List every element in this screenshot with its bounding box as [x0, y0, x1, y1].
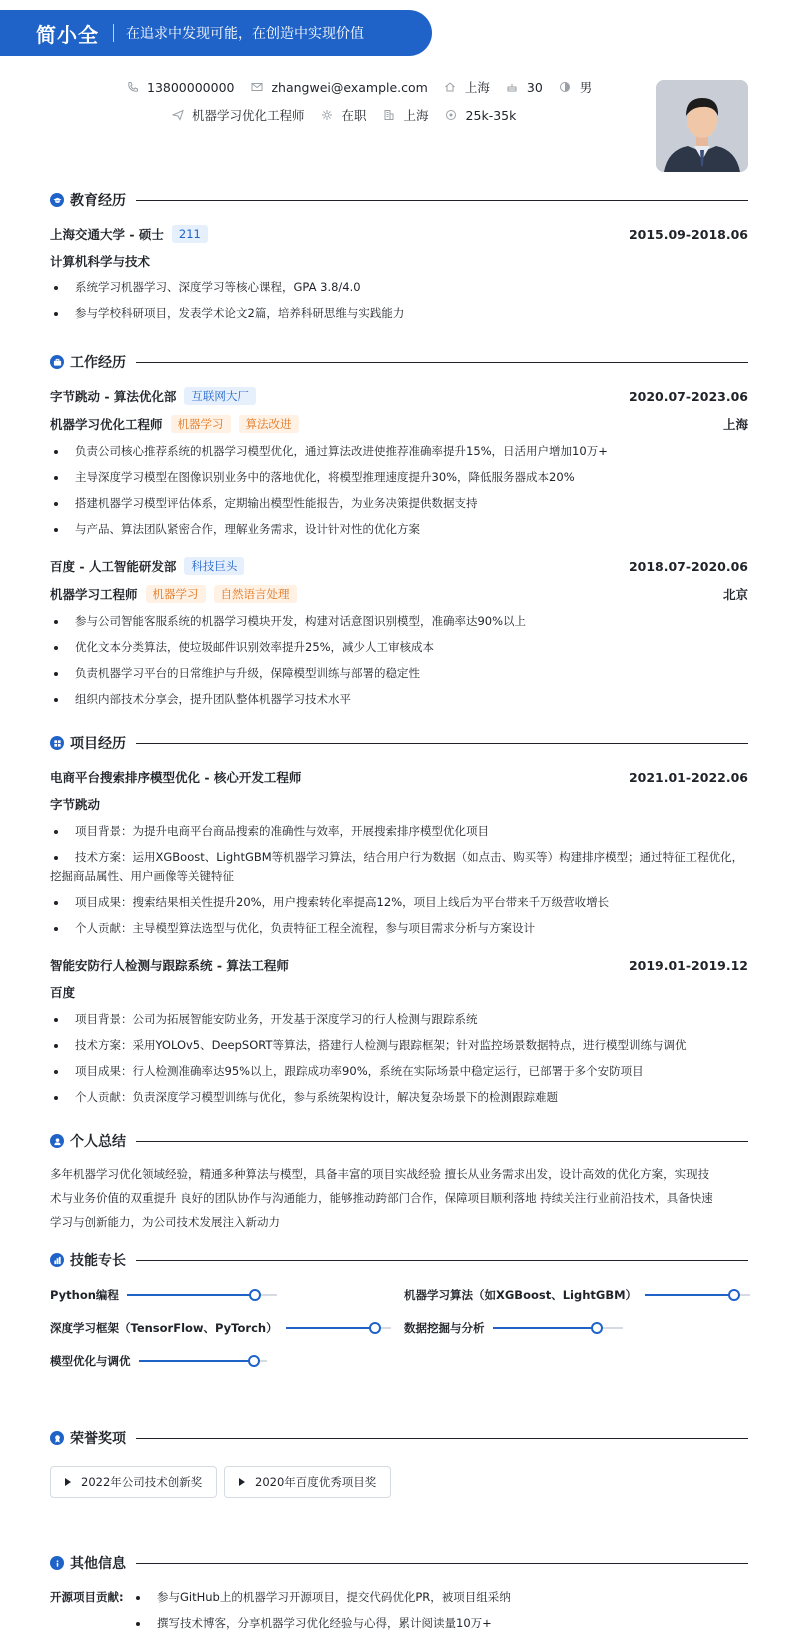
project-1-header: [50, 768, 748, 786]
award-label: 2022年公司技术创新奖: [81, 1475, 203, 1489]
skill-name: 模型优化与调优: [50, 1354, 131, 1368]
target-city-text: 上海: [403, 108, 429, 123]
email-text: zhangwei@example.com: [271, 79, 428, 95]
skill-row: [50, 1287, 277, 1303]
project-company: 字节跳动: [50, 797, 101, 812]
school-tag: 211: [172, 225, 208, 243]
graduation-cap-icon: [50, 193, 64, 207]
salary-item: [445, 108, 517, 123]
work-1-header: [50, 387, 748, 405]
project-name: 电商平台搜索排序模型优化 - 核心开发工程师: [50, 770, 302, 785]
skill-tag: 算法改进: [239, 415, 299, 433]
company-tag: 科技巨头: [184, 557, 244, 575]
list-item: 个人贡献：主导模型算法选型与优化，负责特征工程全流程，参与项目需求分析与方案设计: [50, 919, 748, 938]
salary-text: 25k-35k: [465, 107, 517, 123]
work-1-bullets: [50, 442, 748, 546]
skill-knob: [728, 1289, 740, 1301]
send-icon: [171, 109, 184, 122]
list-item: 组织内部技术分享会，提升团队整体机器学习技术水平: [50, 690, 748, 709]
section-skills: [50, 1250, 748, 1270]
work-2-bullets: [50, 612, 748, 716]
skill-knob: [591, 1322, 603, 1334]
section-title: 技能专长: [70, 1253, 126, 1269]
skill-row: [50, 1320, 391, 1336]
section-title: 荣誉奖项: [70, 1431, 126, 1447]
education-major-row: [50, 252, 748, 270]
skill-bar: [127, 1294, 277, 1296]
contact-row-2: [171, 106, 532, 124]
work-2-header: [50, 557, 748, 575]
list-item: 个人贡献：负责深度学习模型训练与优化，参与系统架构设计，解决复杂场景下的检测跟踪难题: [50, 1088, 748, 1107]
skill-bar: [286, 1327, 391, 1329]
section-divider: [136, 1438, 748, 1439]
skill-row: [50, 1353, 267, 1369]
skill-row: [404, 1287, 750, 1303]
section-divider: [136, 1563, 748, 1564]
list-item: 主导深度学习模型在图像识别业务中的落地优化，将模型推理速度提升30%，降低服务器成本20%: [50, 468, 748, 487]
section-projects: [50, 733, 748, 753]
work-location: 北京: [722, 587, 748, 602]
list-item: 参与学校科研项目，发表学术论文2篇，培养科研思维与实践能力: [50, 304, 748, 323]
education-major: 计算机科学与技术: [50, 254, 151, 269]
position-item: [171, 106, 305, 124]
cake-icon: [506, 81, 519, 94]
age-item: [506, 80, 543, 95]
position-text: 机器学习优化工程师: [192, 108, 305, 123]
gender-item: [559, 78, 593, 96]
skill-knob: [248, 1355, 260, 1367]
work-2-title-row: [50, 585, 748, 603]
section-title: 其他信息: [70, 1556, 126, 1572]
project-1-company-row: [50, 795, 748, 813]
phone-icon: [126, 81, 139, 94]
work-period: 2018.07-2020.06: [628, 558, 748, 574]
contact-row-1: [126, 78, 608, 96]
status-item: [321, 106, 367, 124]
list-item: 项目背景：公司为拓展智能安防业务，开发基于深度学习的行人检测与跟踪系统: [50, 1010, 748, 1029]
project-period: 2021.01-2022.06: [628, 769, 748, 785]
briefcase-icon: [50, 355, 64, 369]
award-chip: [50, 1466, 217, 1498]
skill-bar: [139, 1360, 267, 1362]
school-name: 上海交通大学 - 硕士: [50, 227, 164, 242]
list-item: 项目成果：搜索结果相关性提升20%，用户搜索转化率提高12%，项目上线后为平台带来千万级营收增长: [50, 893, 748, 912]
bar-chart-icon: [50, 1253, 64, 1267]
candidate-name: 简小全: [36, 22, 99, 47]
skill-knob: [249, 1289, 261, 1301]
education-bullets: [50, 278, 748, 330]
status-text: 在职: [341, 108, 367, 123]
section-work: [50, 352, 748, 372]
skill-bar: [645, 1294, 750, 1296]
company-tag: 互联网大厂: [184, 387, 256, 405]
age-text: 30: [526, 79, 543, 95]
list-item: 与产品、算法团队紧密合作，理解业务需求，设计针对性的优化方案: [50, 520, 748, 539]
project-2-bullets: [50, 1010, 748, 1114]
email-item: [250, 80, 427, 95]
section-divider: [136, 1141, 748, 1142]
section-title: 项目经历: [70, 736, 126, 752]
section-divider: [136, 1260, 748, 1261]
project-2-company-row: [50, 983, 748, 1001]
skill-tag: 机器学习: [171, 415, 231, 433]
user-icon: [50, 1134, 64, 1148]
work-period: 2020.07-2023.06: [628, 388, 748, 404]
project-2-header: [50, 956, 748, 974]
header-banner: [0, 10, 432, 56]
education-header: [50, 225, 748, 243]
skill-tag: 机器学习: [146, 585, 206, 603]
list-item: 搭建机器学习模型评估体系，定期输出模型性能报告，为业务决策提供数据支持: [50, 494, 748, 513]
list-item: 参与GitHub上的机器学习开源项目，提交代码优化PR，被项目组采纳: [132, 1588, 511, 1607]
target-city-item: [383, 106, 429, 124]
skill-row: [404, 1320, 623, 1336]
section-title: 工作经历: [70, 355, 126, 371]
list-item: 项目成果：行人检测准确率达95%以上，跟踪成功率90%，系统在实际场景中稳定运行，已部署于多个安防项目: [50, 1062, 748, 1081]
list-item: 优化文本分类算法，使垃圾邮件识别效率提升25%，减少人工审核成本: [50, 638, 748, 657]
profile-photo: [656, 80, 748, 172]
section-title: 教育经历: [70, 193, 126, 209]
city-item: [444, 78, 490, 96]
summary-line: 术与业务价值的双重提升 良好的团队协作与沟通能力，能够推动跨部门合作，保障项目顺利落地 持续关注行业前沿技术，具备快速: [50, 1191, 713, 1205]
summary-text: [50, 1162, 748, 1234]
skill-knob: [369, 1322, 381, 1334]
status-icon: [321, 109, 334, 122]
section-other: [50, 1553, 748, 1573]
list-item: 系统学习机器学习、深度学习等核心课程，GPA 3.8/4.0: [50, 278, 748, 297]
triangle-icon: [239, 1478, 245, 1486]
company-name: 字节跳动 - 算法优化部: [50, 389, 177, 404]
medal-icon: [50, 1431, 64, 1445]
skill-name: 深度学习框架（TensorFlow、PyTorch）: [50, 1321, 278, 1335]
candidate-motto: 在追求中发现可能，在创造中实现价值: [126, 26, 364, 42]
skill-name: 机器学习算法（如XGBoost、LightGBM）: [404, 1288, 638, 1302]
section-summary: [50, 1131, 748, 1151]
project-period: 2019.01-2019.12: [628, 957, 748, 973]
skill-bar: [493, 1327, 623, 1329]
project-1-bullets: [50, 822, 748, 945]
triangle-icon: [65, 1478, 71, 1486]
gender-icon: [559, 81, 572, 94]
section-title: 个人总结: [70, 1134, 126, 1150]
mail-icon: [250, 81, 263, 94]
company-name: 百度 - 人工智能研发部: [50, 559, 177, 574]
award-chip: [224, 1466, 391, 1498]
section-divider: [136, 200, 748, 201]
work-1-title-row: [50, 415, 748, 433]
list-item: 撰写技术博客，分享机器学习优化经验与心得，累计阅读量10万+: [132, 1614, 511, 1633]
project-name: 智能安防行人检测与跟踪系统 - 算法工程师: [50, 958, 289, 973]
summary-line: 多年机器学习优化领域经验，精通多种算法与模型，具备丰富的项目实战经验 擅长从业务需求出发，设计高效的优化方案，实现技: [50, 1167, 710, 1181]
other-row: [50, 1588, 748, 1640]
list-item: 负责公司核心推荐系统的机器学习模型优化，通过算法改进使推荐准确率提升15%，日活用户增加10万+: [50, 442, 748, 461]
home-icon: [444, 81, 457, 94]
header-divider: [113, 24, 114, 42]
gender-text: 男: [579, 80, 593, 95]
list-item: 技术方案：运用XGBoost、LightGBM等机器学习算法，结合用户行为数据（如点击、购买等）构建排序模型；通过特征工程优化，挖掘商品属性、用户画像等关键特征: [50, 848, 748, 886]
project-company: 百度: [50, 985, 76, 1000]
education-period: 2015.09-2018.06: [628, 226, 748, 242]
money-icon: [445, 109, 458, 122]
city-text: 上海: [464, 80, 490, 95]
skill-name: 数据挖掘与分析: [404, 1321, 485, 1335]
job-title: 机器学习工程师: [50, 587, 138, 602]
skill-tag: 自然语言处理: [214, 585, 297, 603]
award-label: 2020年百度优秀项目奖: [255, 1475, 377, 1489]
building-icon: [383, 109, 396, 122]
phone-text: 13800000000: [147, 79, 235, 95]
list-item: 负责机器学习平台的日常维护与升级，保障模型训练与部署的稳定性: [50, 664, 748, 683]
grid-icon: [50, 736, 64, 750]
phone-item: [126, 80, 234, 95]
section-divider: [136, 743, 748, 744]
skill-name: Python编程: [50, 1288, 119, 1302]
other-label: 开源项目贡献:: [50, 1590, 124, 1604]
work-location: 上海: [722, 417, 748, 432]
list-item: 技术方案：采用YOLOv5、DeepSORT等算法，搭建行人检测与跟踪框架；针对监控场景数据特点，进行模型训练与调优: [50, 1036, 748, 1055]
section-divider: [136, 362, 748, 363]
summary-line: 学习与创新能力，为公司技术发展注入新动力: [50, 1215, 280, 1229]
section-awards: [50, 1428, 748, 1448]
list-item: 项目背景：为提升电商平台商品搜索的准确性与效率，开展搜索排序模型优化项目: [50, 822, 748, 841]
section-education: [50, 190, 748, 210]
info-icon: [50, 1556, 64, 1570]
job-title: 机器学习优化工程师: [50, 417, 163, 432]
list-item: 参与公司智能客服系统的机器学习模块开发，构建对话意图识别模型，准确率达90%以上: [50, 612, 748, 631]
other-bullets: [132, 1588, 511, 1640]
